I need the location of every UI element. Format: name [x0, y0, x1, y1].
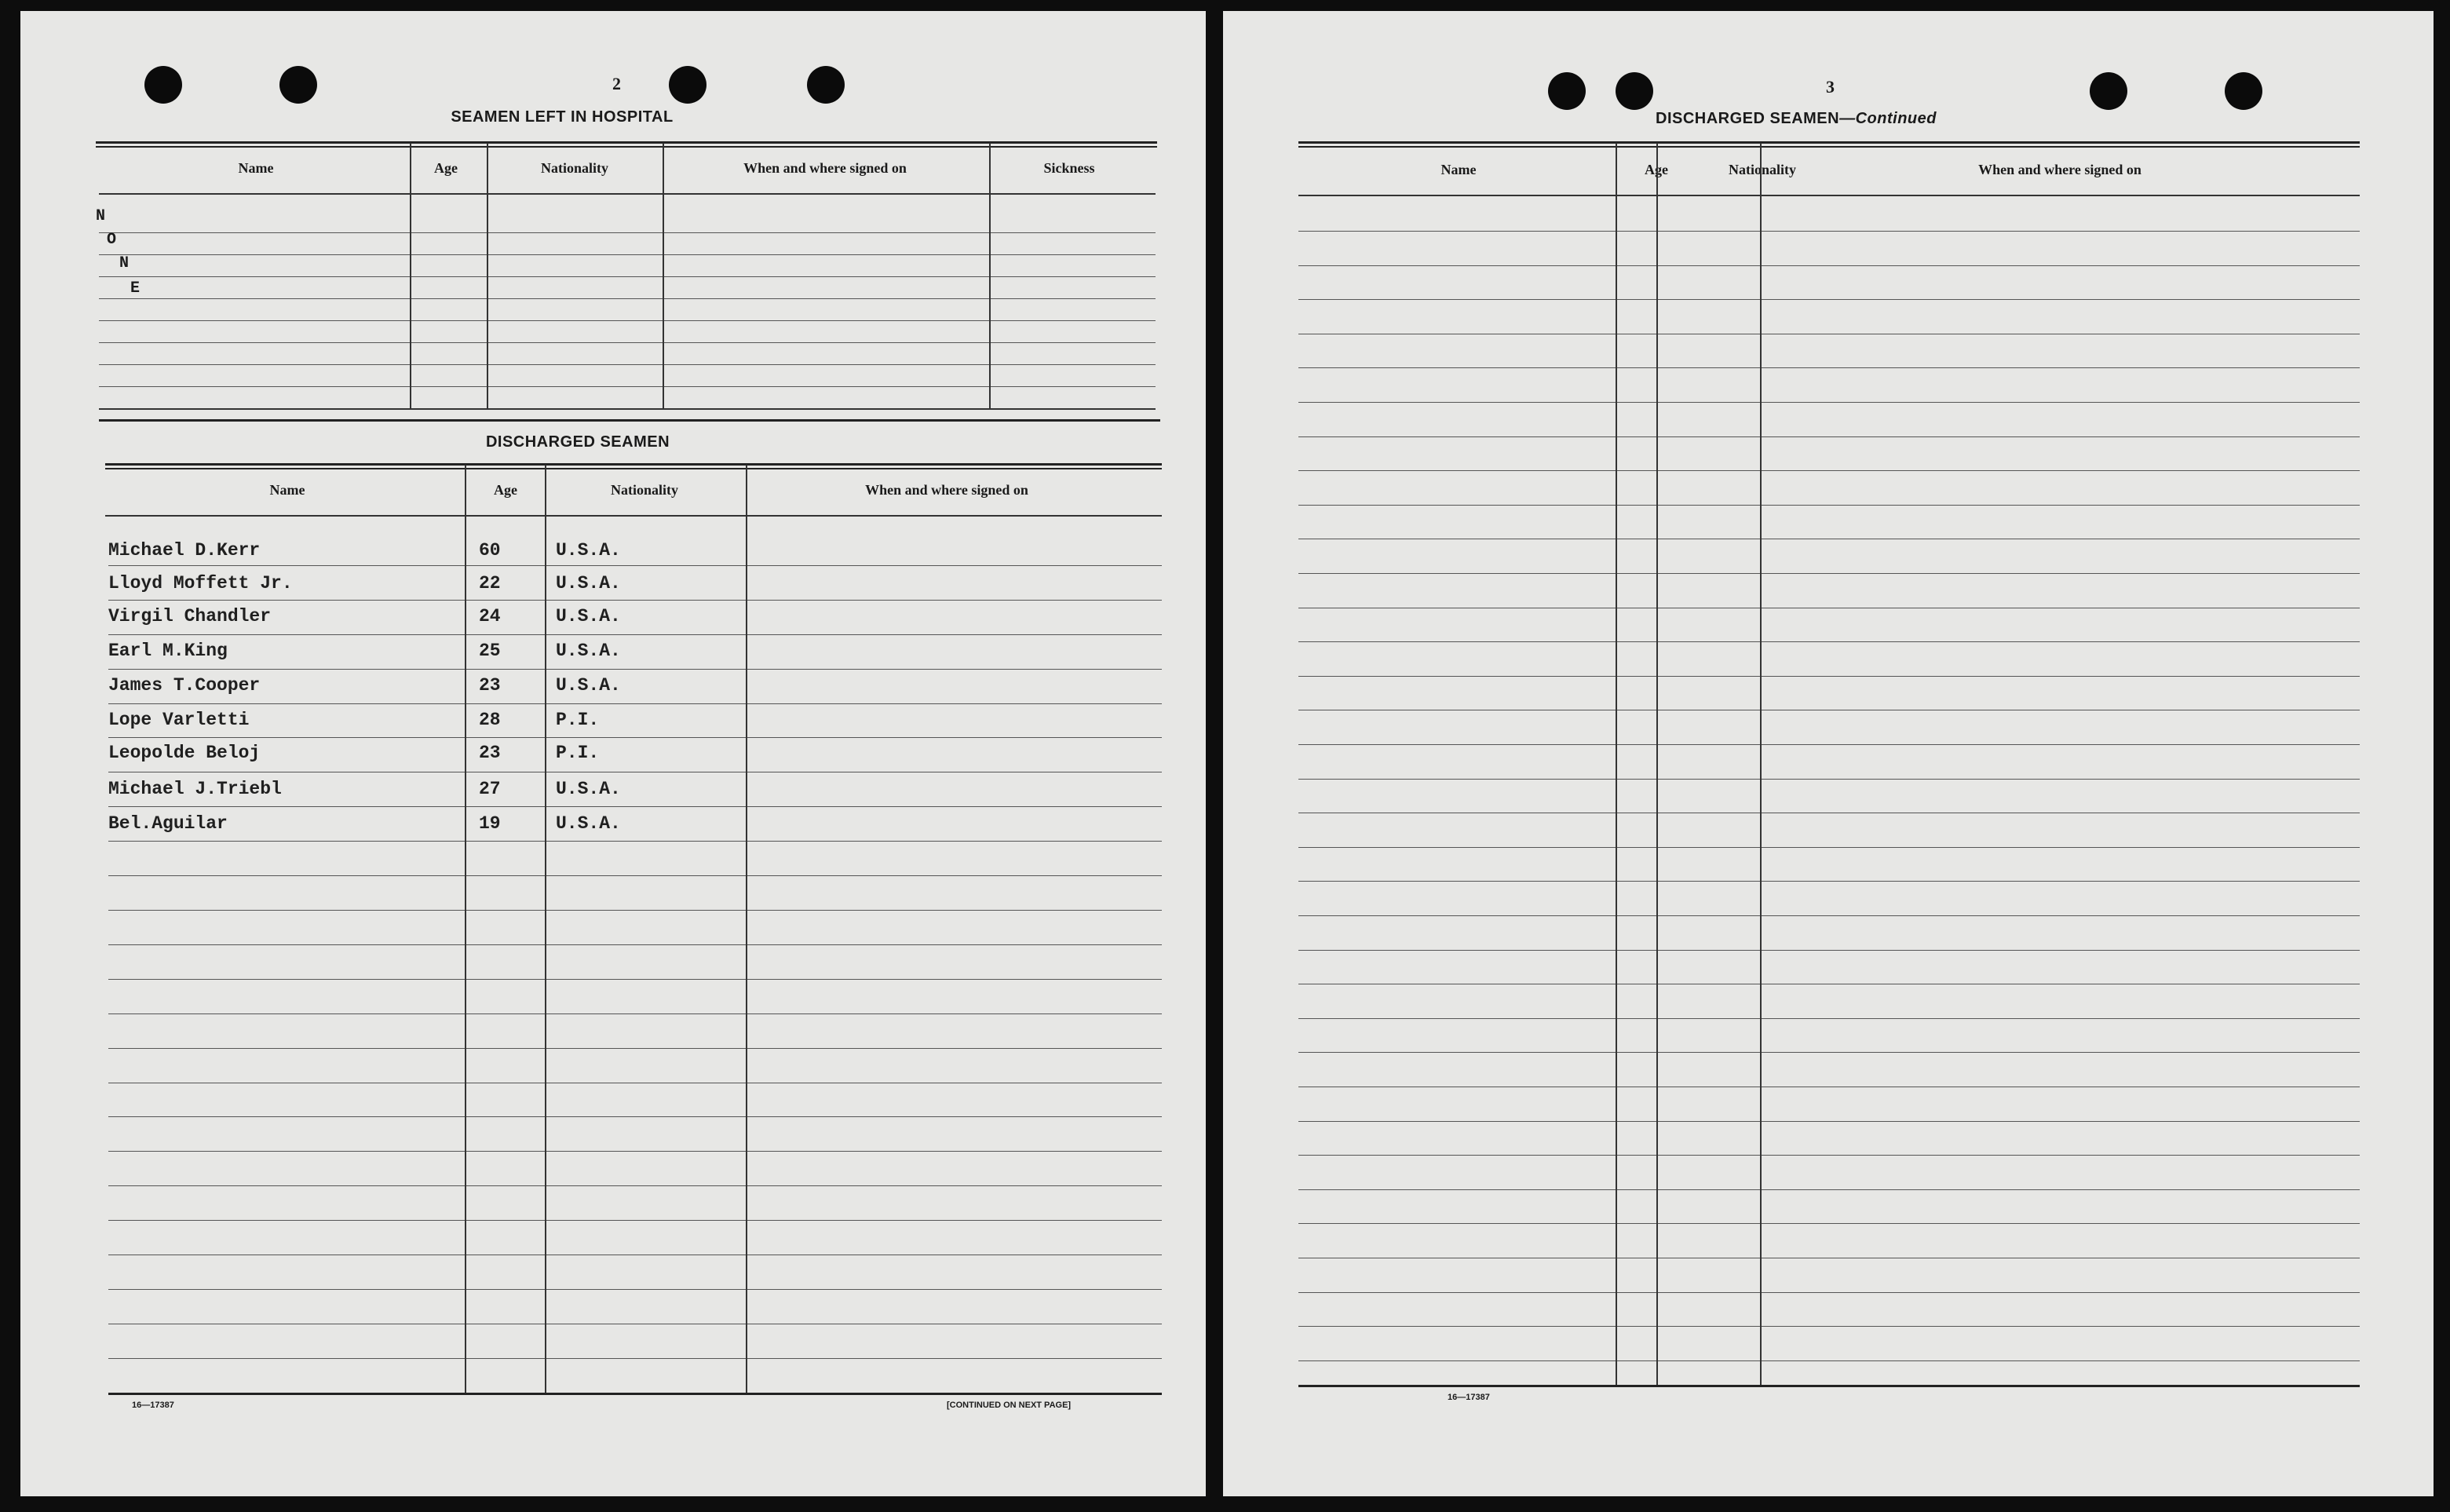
row-line: [1298, 779, 2360, 780]
seaman-age: 23: [479, 675, 501, 696]
seaman-age: 25: [479, 641, 501, 661]
header-rule: [105, 515, 1162, 517]
punch-hole: [279, 66, 317, 104]
row-line: [99, 386, 1156, 387]
row-line: [1298, 402, 2360, 403]
col-divider: [487, 143, 488, 410]
row-line: [1298, 436, 2360, 437]
seaman-name: Michael J.Triebl: [108, 779, 282, 799]
row-line: [1298, 950, 2360, 951]
row-line: [1298, 1223, 2360, 1224]
row-line: [108, 1289, 1162, 1290]
punch-hole: [1548, 72, 1586, 110]
col-header-name: Name: [238, 160, 274, 176]
seaman-name: Leopolde Beloj: [108, 743, 261, 763]
col-divider: [746, 465, 747, 1394]
row-line: [1298, 1292, 2360, 1293]
row-line: [1298, 1360, 2360, 1361]
row-line: [1298, 470, 2360, 471]
none-letter: E: [130, 279, 141, 298]
row-line: [99, 342, 1156, 343]
col-header-signed-on: When and where signed on: [1978, 162, 2141, 177]
row-line: [108, 910, 1162, 911]
row-line: [1298, 1326, 2360, 1327]
row-line: [1298, 573, 2360, 574]
col-header-nationality: Nationality: [1728, 162, 1796, 177]
row-line: [108, 1220, 1162, 1221]
seaman-name: Earl M.King: [108, 641, 228, 661]
row-line: [1298, 505, 2360, 506]
seaman-nationality: U.S.A.: [556, 675, 621, 696]
form-number: 16—17387: [132, 1401, 174, 1410]
row-line: [99, 254, 1156, 255]
row-line: [1298, 641, 2360, 642]
header-rule: [1298, 195, 2360, 196]
seaman-nationality: U.S.A.: [556, 641, 621, 661]
seaman-age: 24: [479, 606, 501, 626]
section-rule: [99, 419, 1160, 422]
punch-hole: [1616, 72, 1653, 110]
seaman-age: 28: [479, 710, 501, 730]
discharged-section-title: DISCHARGED SEAMEN: [485, 433, 670, 451]
form-number: 16—17387: [1448, 1393, 1490, 1402]
row-line: [108, 1151, 1162, 1152]
col-divider: [1656, 143, 1658, 1386]
table-bottom-rule: [108, 1393, 1162, 1395]
punch-hole: [2090, 72, 2127, 110]
none-letter: O: [107, 231, 117, 249]
row-line: [1298, 231, 2360, 232]
header-rule: [99, 193, 1156, 195]
row-line: [99, 364, 1156, 365]
row-line: [99, 232, 1156, 233]
seaman-nationality: U.S.A.: [556, 813, 621, 834]
table-top-rule: [105, 463, 1162, 469]
continued-note: [CONTINUED ON NEXT PAGE]: [947, 1401, 1072, 1410]
page-number: 3: [1826, 77, 1835, 97]
col-header-nationality: Nationality: [540, 160, 608, 176]
col-header-nationality: Nationality: [610, 482, 678, 498]
row-line: [1298, 299, 2360, 300]
col-divider: [545, 465, 546, 1394]
seaman-nationality: U.S.A.: [556, 573, 621, 593]
col-header-name: Name: [269, 482, 305, 498]
punch-hole: [144, 66, 182, 104]
seaman-age: 19: [479, 813, 501, 834]
row-line: [1298, 367, 2360, 368]
table-top-rule: [96, 141, 1157, 148]
seaman-nationality: P.I.: [556, 710, 600, 730]
col-header-age: Age: [1645, 162, 1668, 177]
seaman-name: Michael D.Kerr: [108, 540, 261, 561]
col-header-signed-on: When and where signed on: [865, 482, 1028, 498]
hospital-section-title: SEAMEN LEFT IN HOSPITAL: [451, 108, 674, 126]
row-line: [1298, 1018, 2360, 1019]
row-line: [99, 320, 1156, 321]
seaman-nationality: P.I.: [556, 743, 600, 763]
row-line: [108, 1116, 1162, 1117]
seaman-name: Lloyd Moffett Jr.: [108, 573, 293, 593]
row-line: [108, 1013, 1162, 1014]
row-line: [108, 841, 1162, 842]
punch-hole: [669, 66, 707, 104]
seaman-age: 27: [479, 779, 501, 799]
row-line: [108, 1048, 1162, 1049]
none-letter: N: [96, 207, 106, 225]
seaman-name: Virgil Chandler: [108, 606, 272, 626]
seaman-nationality: U.S.A.: [556, 540, 621, 561]
row-line: [1298, 847, 2360, 848]
row-line: [1298, 1052, 2360, 1053]
seaman-age: 22: [479, 573, 501, 593]
row-line: [1298, 1121, 2360, 1122]
col-header-name: Name: [1440, 162, 1477, 177]
punch-hole: [807, 66, 845, 104]
row-line: [108, 669, 1162, 670]
page-number: 2: [612, 74, 621, 93]
row-line: [108, 1358, 1162, 1359]
title-suffix: —Continued: [1839, 110, 1937, 127]
col-divider: [1616, 143, 1617, 1386]
right-page: [1223, 11, 2434, 1496]
row-line: [1298, 881, 2360, 882]
left-page: [20, 11, 1206, 1496]
col-divider: [1760, 143, 1762, 1386]
row-line: [108, 806, 1162, 807]
row-line: [108, 565, 1162, 566]
row-line: [108, 1185, 1162, 1186]
seaman-nationality: U.S.A.: [556, 606, 621, 626]
row-line: [1298, 1189, 2360, 1190]
table-top-rule: [1298, 141, 2360, 148]
col-header-age: Age: [434, 160, 458, 176]
table-bottom-rule: [99, 408, 1156, 410]
col-divider: [989, 143, 991, 410]
seaman-name: Lope Varletti: [108, 710, 250, 730]
row-line: [99, 298, 1156, 299]
row-line: [108, 703, 1162, 704]
seaman-age: 60: [479, 540, 501, 561]
punch-hole: [2225, 72, 2262, 110]
row-line: [1298, 265, 2360, 266]
row-line: [99, 276, 1156, 277]
seaman-age: 23: [479, 743, 501, 763]
row-line: [108, 634, 1162, 635]
title-text: DISCHARGED SEAMEN: [1656, 110, 1840, 127]
row-line: [1298, 915, 2360, 916]
row-line: [108, 979, 1162, 980]
discharged-continued-title: [1553, 110, 2039, 128]
row-line: [108, 600, 1162, 601]
seaman-nationality: U.S.A.: [556, 779, 621, 799]
row-line: [108, 737, 1162, 738]
col-header-age: Age: [494, 482, 517, 498]
none-letter: N: [119, 254, 130, 272]
row-line: [108, 944, 1162, 945]
seaman-name: James T.Cooper: [108, 675, 261, 696]
col-divider: [410, 143, 411, 410]
row-line: [108, 875, 1162, 876]
row-line: [1298, 744, 2360, 745]
seaman-name: Bel.Aguilar: [108, 813, 228, 834]
row-line: [1298, 676, 2360, 677]
col-divider: [663, 143, 664, 410]
table-bottom-rule: [1298, 1385, 2360, 1387]
col-divider: [465, 465, 466, 1394]
row-line: [1298, 1155, 2360, 1156]
col-header-sickness: Sickness: [1043, 160, 1095, 176]
col-header-signed-on: When and where signed on: [743, 160, 907, 176]
